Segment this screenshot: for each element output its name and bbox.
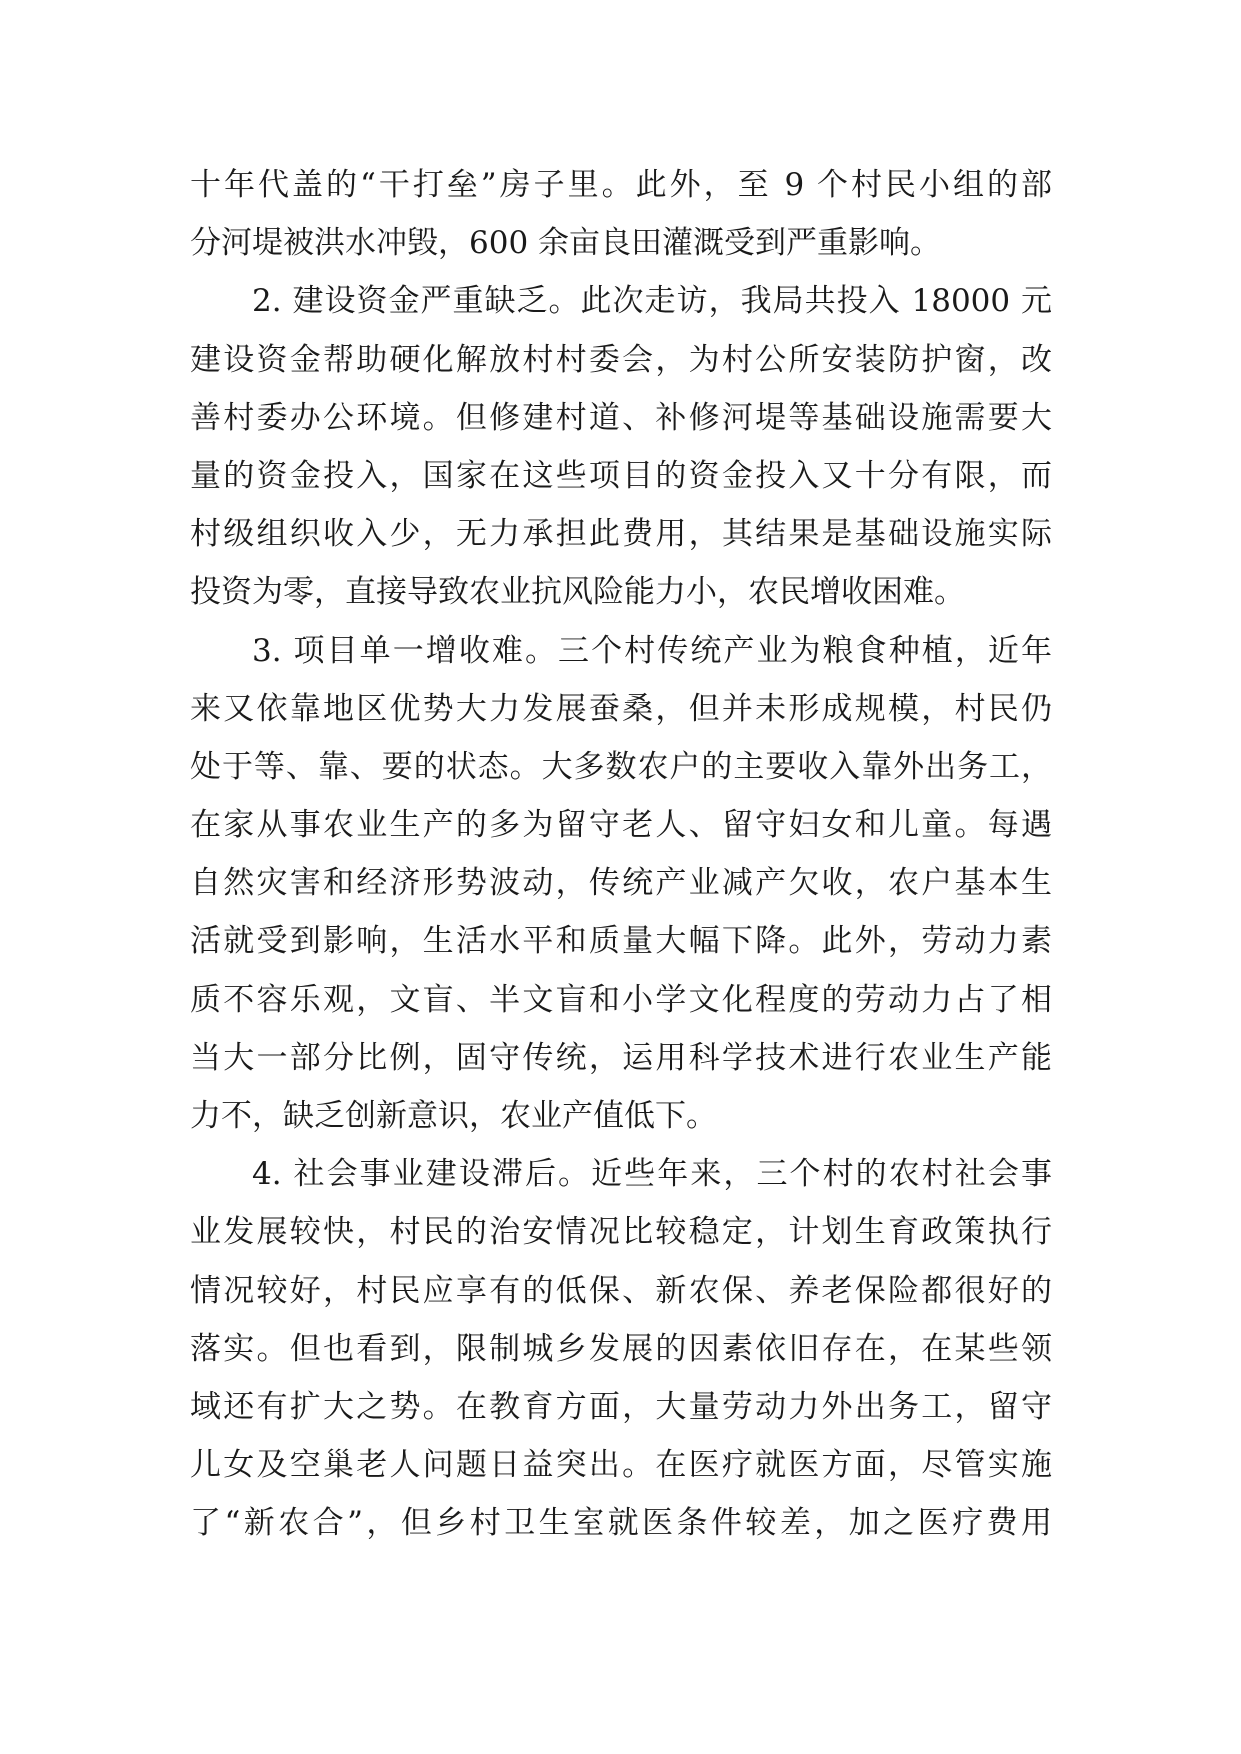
paragraph [190, 272, 1052, 621]
paragraph [190, 622, 1052, 1146]
text-line: 处于等、靠、要的状态。大多数农户的主要收入靠外出务工， [190, 748, 1052, 785]
text-line: 自然灾害和经济形势波动，传统产业减产欠收，农户基本生 [190, 865, 1052, 902]
text-line: 投资为零，直接导致农业抗风险能力小，农民增收困难。 [190, 574, 965, 611]
document-body [190, 156, 1052, 1553]
text-line: 来又依靠地区优势大力发展蚕桑，但并未形成规模，村民仍 [190, 690, 1052, 727]
text-line: 建设资金帮助硬化解放村村委会，为村公所安装防护窗，改 [190, 341, 1052, 378]
text-line: 当大一部分比例，固守传统，运用科学技术进行农业生产能 [190, 1039, 1052, 1076]
text-line: 村级组织收入少，无力承担此费用，其结果是基础设施实际 [190, 516, 1052, 553]
text-line: 2. 建设资金严重缺乏。此次走访，我局共投入 18000 元 [252, 283, 1052, 320]
text-line: 儿女及空巢老人问题日益突出。在医疗就医方面，尽管实施 [190, 1447, 1052, 1484]
text-line: 分河堤被洪水冲毁，600 余亩良田灌溉受到严重影响。 [190, 225, 942, 262]
text-line: 3. 项目单一增收难。三个村传统产业为粮食种植，近年 [252, 632, 1052, 669]
text-line: 4. 社会事业建设滞后。近些年来，三个村的农村社会事 [252, 1156, 1052, 1193]
text-line: 活就受到影响，生活水平和质量大幅下降。此外，劳动力素 [190, 923, 1052, 960]
text-line: 了“新农合”，但乡村卫生室就医条件较差，加之医疗费用 [190, 1505, 1052, 1542]
text-line: 业发展较快，村民的治安情况比较稳定，计划生育政策执行 [190, 1214, 1052, 1251]
text-line: 域还有扩大之势。在教育方面，大量劳动力外出务工，留守 [190, 1388, 1052, 1425]
paragraph [190, 1145, 1052, 1552]
text-line: 落实。但也看到，限制城乡发展的因素依旧存在，在某些领 [190, 1330, 1052, 1367]
text-line: 善村委办公环境。但修建村道、补修河堤等基础设施需要大 [190, 399, 1052, 436]
text-line: 量的资金投入，国家在这些项目的资金投入又十分有限，而 [190, 457, 1052, 494]
text-line: 质不容乐观，文盲、半文盲和小学文化程度的劳动力占了相 [190, 981, 1052, 1018]
paragraph [190, 156, 1052, 272]
text-line: 力不，缺乏创新意识，农业产值低下。 [190, 1098, 717, 1134]
text-line: 在家从事农业生产的多为留守老人、留守妇女和儿童。每遇 [190, 807, 1052, 844]
text-line: 情况较好，村民应享有的低保、新农保、养老保险都很好的 [190, 1272, 1052, 1309]
text-line: 十年代盖的“干打垒”房子里。此外，至 9 个村民小组的部 [190, 167, 1052, 203]
